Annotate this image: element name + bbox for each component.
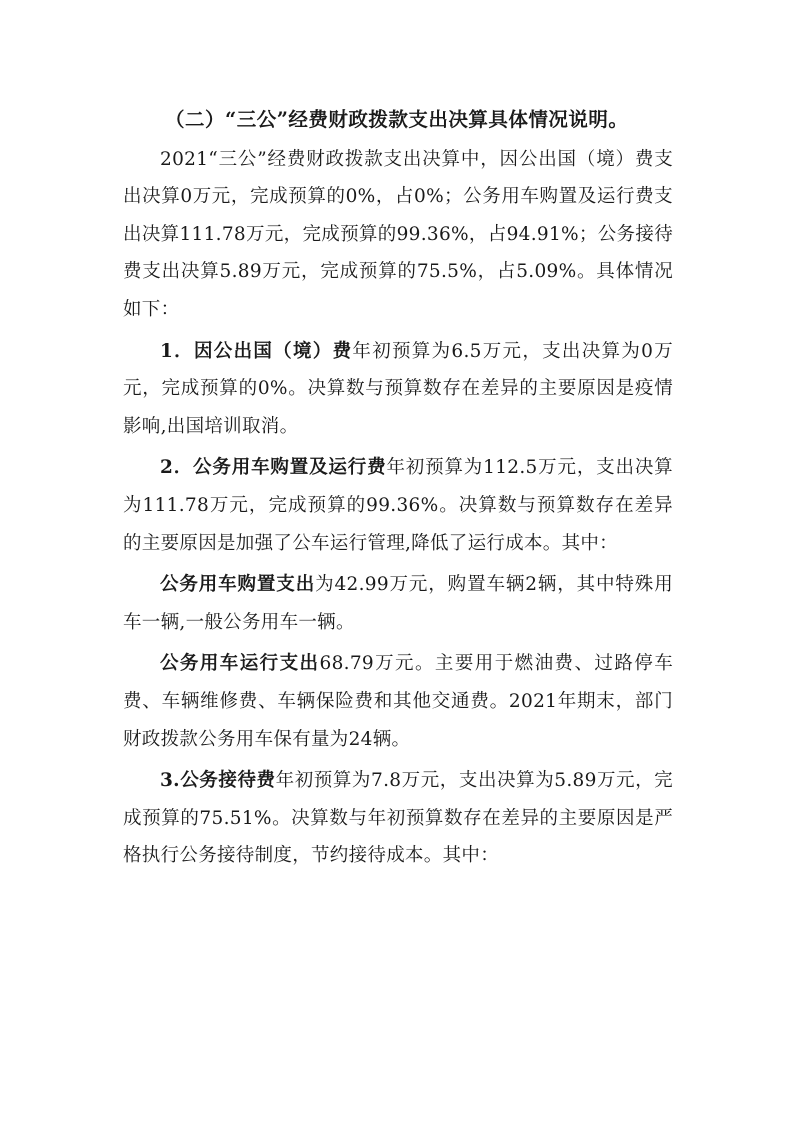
item-reception-text: 年初预算为7.8万元，支出决算为5.89万元，完成预算的75.51%。决算数与年初预算数存在差异的主要原因是严格执行公务接待制度，节约接待成本。其中：	[123, 770, 673, 867]
vehicle-purchase-title: 公务用车购置支出	[160, 574, 316, 596]
vehicle-operation-text: 68.79万元。主要用于燃油费、过路停车费、车辆维修费、车辆保险费和其他交通费。2021年期末，部门财政拨款公务用车保有量为24辆。	[123, 653, 674, 750]
item-abroad-paragraph	[123, 333, 673, 446]
item-abroad-title: 1．因公出国（境）费	[160, 340, 353, 362]
item-reception-paragraph	[123, 762, 673, 875]
vehicle-purchase-paragraph	[123, 566, 673, 641]
summary-paragraph: 2021“三公”经费财政拨款支出决算中，因公出国（境）费支出决算0万元，完成预算的0%，占0%；公务用车购置及运行费支出决算111.78万元，完成预算的99.36%，占94.91%；公务接待费支出决算5.89万元，完成预算的75.5%，占5.09%。具体情况如下：	[123, 148, 673, 320]
item-vehicle-text: 年初预算为112.5万元，支出决算为111.78万元，完成预算的99.36%。决算数与预算数存在差异的主要原因是加强了公车运行管理,降低了运行成本。其中：	[123, 457, 673, 554]
vehicle-purchase-text: 为42.99万元，购置车辆2辆，其中特殊用车一辆,一般公务用车一辆。	[123, 574, 673, 633]
document-body	[123, 101, 673, 879]
section-heading: （二）“三公”经费财政拨款支出决算具体情况说明。	[165, 108, 629, 131]
item-vehicle-paragraph	[123, 449, 673, 562]
vehicle-operation-paragraph	[123, 645, 673, 758]
item-abroad-text: 年初预算为6.5万元，支出决算为0万元，完成预算的0%。决算数与预算数存在差异的主要原因是疫情影响,出国培训取消。	[123, 340, 674, 437]
item-reception-title: 3.公务接待费	[160, 770, 276, 792]
item-vehicle-title: 2．公务用车购置及运行费	[160, 457, 387, 479]
vehicle-operation-title: 公务用车运行支出	[160, 653, 320, 675]
